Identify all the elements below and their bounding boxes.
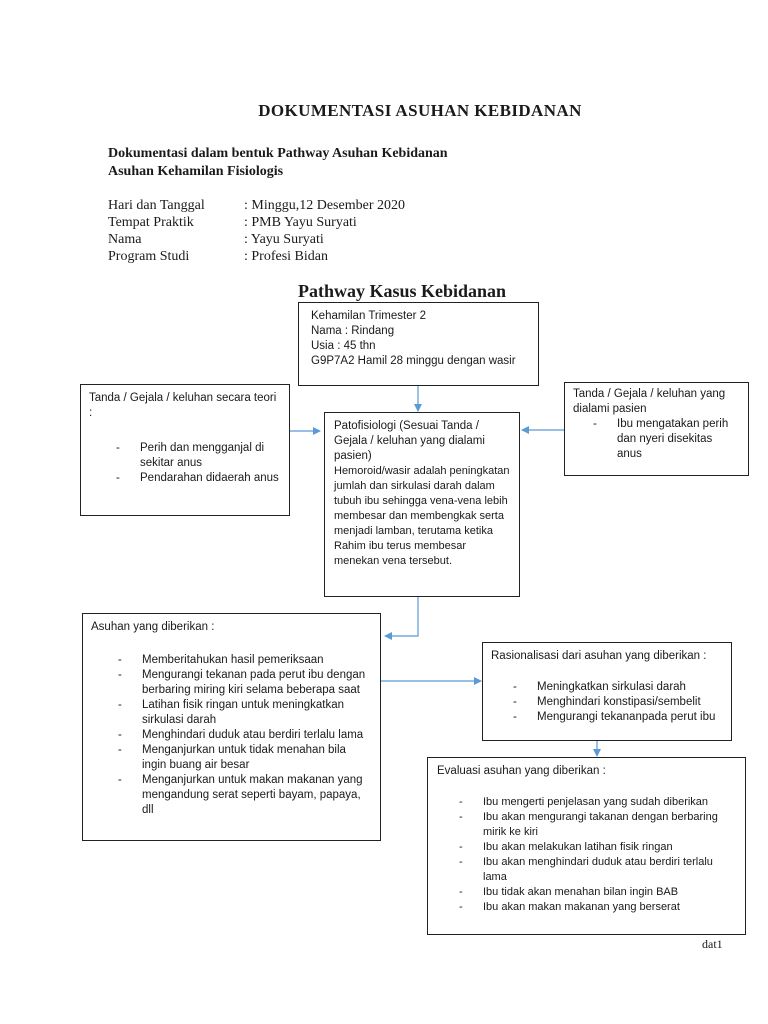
info-label-name: Nama	[108, 232, 142, 247]
asuhan-box	[82, 613, 381, 841]
list-item: - Menganjurkan untuk makan makanan yang mengandung serat seperti bayam, papaya, dll	[118, 773, 372, 818]
info-label-program: Program Studi	[108, 249, 190, 264]
evaluasi-heading: Evaluasi asuhan yang diberikan :	[437, 765, 606, 777]
patient-symptoms-box	[564, 382, 749, 476]
list-item: - Latihan fisik ringan untuk meningkatkan sirkulasi darah	[118, 698, 372, 728]
patient-symptoms-heading: Tanda / Gejala / keluhan yang dialami pasien	[573, 388, 726, 415]
case-diagnosis: G9P7A2 Hamil 28 minggu dengan wasir	[311, 355, 516, 367]
page-footer-label: dat1	[702, 937, 723, 951]
asuhan-heading: Asuhan yang diberikan :	[91, 621, 215, 633]
rasionalisasi-box	[482, 642, 732, 741]
subtitle-line-1: Dokumentasi dalam bentuk Pathway Asuhan Kebidanan	[108, 146, 448, 161]
patofisiologi-box	[324, 412, 520, 597]
info-label-date: Hari dan Tanggal	[108, 198, 205, 213]
list-item: - Meningkatkan sirkulasi darah	[513, 680, 723, 695]
info-label-place: Tempat Praktik	[108, 215, 194, 230]
case-name: Nama : Rindang	[311, 325, 395, 337]
arrow-patofisiologi-to-asuhan	[385, 597, 418, 636]
list-item: - Menghindari duduk atau berdiri terlalu lama	[118, 728, 372, 743]
info-value-name: : Yayu Suryati	[244, 232, 324, 247]
info-value-date: : Minggu,12 Desember 2020	[244, 198, 405, 213]
list-item: - Menganjurkan untuk tidak menahan bila ingin buang air besar	[118, 743, 372, 773]
info-value-place: : PMB Yayu Suryati	[244, 215, 357, 230]
list-item: - Ibu akan makan makanan yang berserat	[459, 900, 736, 915]
list-item: - Mengurangi tekanan pada perut ibu dengan berbaring miring kiri selama beberapa saat	[118, 668, 372, 698]
list-item: - Perih dan mengganjal di sekitar anus	[116, 441, 281, 471]
theory-symptoms-heading: Tanda / Gejala / keluhan secara teori :	[89, 392, 277, 419]
case-box	[298, 302, 539, 386]
list-item: - Mengurangi tekananpada perut ibu	[513, 710, 723, 725]
theory-symptoms-box	[80, 384, 290, 516]
list-item: - Ibu tidak akan menahan bilan ingin BAB	[459, 885, 736, 900]
document-title: DOKUMENTASI ASUHAN KEBIDANAN	[258, 101, 582, 120]
list-item: - Ibu akan mengurangi takanan dengan berbaring mirik ke kiri	[459, 810, 736, 840]
list-item: - Ibu akan menghindari duduk atau berdiri terlalu lama	[459, 855, 736, 885]
case-pregnancy: Kehamilan Trimester 2	[311, 310, 427, 322]
patofisiologi-heading: Patofisiologi (Sesuai Tanda / Gejala / keluhan yang dialami pasien)	[334, 420, 485, 462]
list-item: - Menghindari konstipasi/sembelit	[513, 695, 723, 710]
rasionalisasi-heading: Rasionalisasi dari asuhan yang diberikan :	[491, 650, 707, 662]
list-item: - Memberitahukan hasil pemeriksaan	[118, 653, 372, 668]
list-item: - Ibu mengatakan perih dan nyeri disekitas anus	[593, 417, 740, 462]
patofisiologi-text: Hemoroid/wasir adalah peningkatan jumlah dan sirkulasi darah dalam tubuh ibu sehingga vena-vena lebih membesar dan membengkak serta menjadi lamban, terutama ketika Rahim ibu terus membesar menekan vena tersebut.	[334, 465, 510, 567]
list-item: - Pendarahan didaerah anus	[116, 471, 281, 486]
subtitle-line-2: Asuhan Kehamilan Fisiologis	[108, 164, 284, 179]
info-value-program: : Profesi Bidan	[244, 249, 328, 264]
pathway-title: Pathway Kasus Kebidanan	[298, 281, 507, 301]
case-age: Usia : 45 thn	[311, 340, 376, 352]
list-item: - Ibu akan melakukan latihan fisik ringan	[459, 840, 736, 855]
evaluasi-box	[427, 757, 746, 935]
list-item: - Ibu mengerti penjelasan yang sudah diberikan	[459, 795, 736, 810]
